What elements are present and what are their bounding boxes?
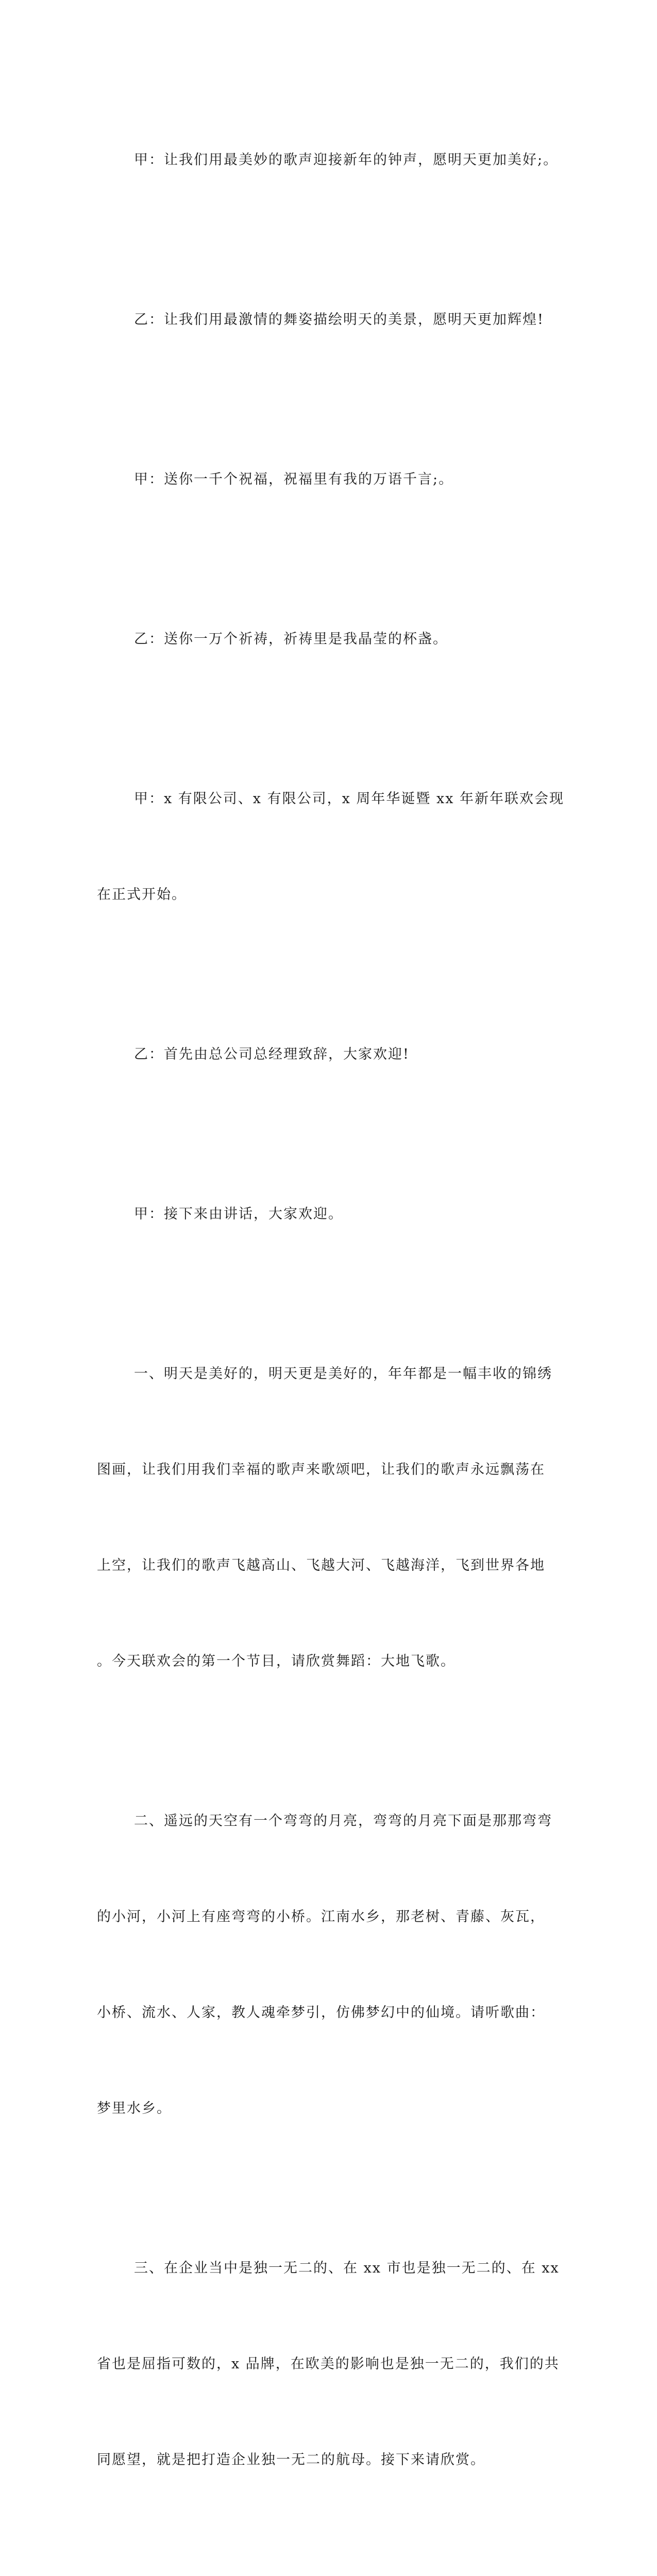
text-line: 甲：x 有限公司、x 有限公司，x 周年华诞暨 xx 年新年联欢会现 [134, 791, 565, 807]
text-line: 。今天联欢会的第一个节目，请欣赏舞蹈：大地飞歌。 [97, 1653, 456, 1669]
paragraph [97, 2189, 560, 2540]
text-line: 的小河，小河上有座弯弯的小桥。江南水乡，那老树、青藤、灰瓦， [97, 1909, 545, 1925]
text-line: 甲：接下来由讲话，大家欢迎。 [134, 1206, 343, 1222]
text-line: 三、在企业当中是独一无二的、在 xx 市也是独一无二的、在 xx [134, 2260, 560, 2276]
document-body [97, 80, 565, 2576]
text-line: 省也是屈指可数的，x 品牌，在欧美的影响也是独一无二的，我们的共 [97, 2356, 560, 2372]
text-line: 小桥、流水、人家，教人魂牵梦引，仿佛梦幻中的仙境。请听歌曲： [97, 2005, 545, 2021]
paragraph [97, 1294, 555, 1741]
paragraph [97, 975, 555, 1134]
text-line: 乙：让我们用最激情的舞姿描绘明天的美景，愿明天更加辉煌! [134, 312, 544, 328]
paragraph [97, 80, 559, 240]
text-line: 二、遥远的天空有一个弯弯的月亮，弯弯的月亮下面是那那弯弯 [134, 1813, 552, 1829]
paragraph [97, 1134, 555, 1294]
text-line: 在正式开始。 [97, 887, 187, 903]
paragraph [97, 719, 565, 975]
text-line: 乙：送你一万个祈祷，祈祷里是我晶莹的杯盏。 [134, 631, 448, 647]
text-line: 甲：让我们用最美妙的歌声迎接新年的钟声，愿明天更加美好;。 [134, 152, 559, 168]
paragraph [97, 2540, 555, 2576]
text-line: 上空，让我们的歌声飞越高山、飞越大河、飞越海洋，飞到世界各地 [97, 1557, 545, 1573]
text-line: 梦里水乡。 [97, 2100, 172, 2116]
text-line: 甲：送你一千个祝福，祝福里有我的万语千言;。 [134, 471, 454, 487]
paragraph [97, 240, 555, 400]
paragraph [97, 400, 555, 560]
text-line: 一、明天是美好的，明天更是美好的，年年都是一幅丰收的锦绣 [134, 1366, 552, 1382]
text-line: 图画，让我们用我们幸福的歌声来歌颂吧，让我们的歌声永远飘荡在 [97, 1462, 545, 1478]
paragraph [97, 1741, 555, 2189]
paragraph [97, 560, 555, 719]
text-line: 乙：首先由总公司总经理致辞，大家欢迎! [134, 1046, 410, 1062]
text-line: 同愿望，就是把打造企业独一无二的航母。接下来请欣赏。 [97, 2452, 485, 2468]
